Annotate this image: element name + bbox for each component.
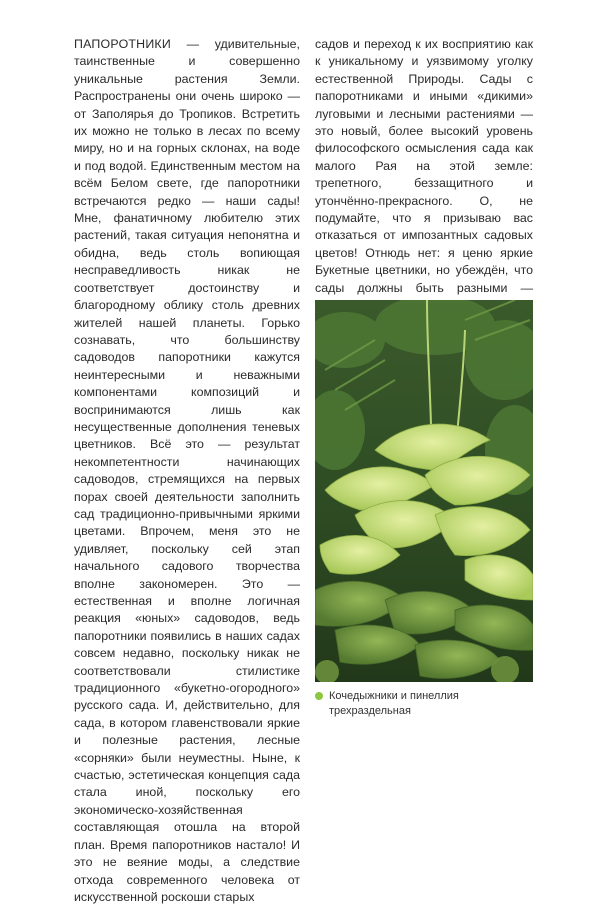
plants-illustration bbox=[315, 300, 533, 682]
text-column-left bbox=[74, 36, 300, 906]
caption-bullet-icon bbox=[315, 692, 323, 700]
paragraph: садов и переход к их восприятию как к уникальному и уязвимому уголку естественной Природы. Сады с папоротниками и иными «дикими» луговыми и лесными растениями — это новый, более высокий уровень философского осмысления сада как малого Рая на этой земле: трепетного, беззащитного и утончённо-прекрасного. О, не подумайте, что я призываю вас отказаться от импозантных садовых цветов! Отнюдь нет: я ценю яркие Букетные цветники, но убеждён, что сады должны быть разными — bbox=[315, 37, 533, 295]
fern-photo bbox=[315, 300, 533, 682]
paragraph bbox=[74, 36, 300, 906]
paragraph-body: — удивительные, таинственные и совершенно уникальные растения Земли. Распространены они очень широко — от Заполярья до Тропиков. Встретить их можно не только в лесах по всему миру, но и на горных склонах, на воде и под водой. Единственным местом на всём Белом свете, где папоротники встречаются редко — наши сады! Мне, фанатичному любителю этих растений, такая ситуация непонятна и обидна, ведь столь вопиющая несправедливость никак не соответствует достоинству и благородному облику столь древних жителей нашей планеты. Горько сознавать, что большинству садоводов папоротники кажутся неинтересными и неважными компонентами композиций и воспринимаются лишь как несущественные дополнения теневых цветников. Всё это — результат некомпетентности начинающих садоводов, стремящихся на первых порах своей деятельности заполнить сад традиционно-привычными яркими цветами. Впрочем, меня это не удивляет, поскольку сей этап начального садового творчества вполне закономерен. Это — естественная и вполне логичная реакция «юных» садоводов, ведь папоротники появились в наших садах совсем недавно, поскольку никак не соответствовали стилистике традиционного «букетно-огородного» русского сада. И, действительно, для сада, в котором главенствовали яркие и полезные растения, лесные «сорняки» были неуместны. Ныне, к счастью, эстетическая концепция сада стала иной, поскольку его экономическо-хозяйственная составляющая отошла на второй план. Время папоротников настало! И это не веяние моды, а следствие отхода современного человека от искусственной роскоши старых bbox=[74, 37, 300, 904]
caption-text: Кочедыжники и пинеллия трехраздельная bbox=[329, 690, 459, 717]
lead-word: ПАПОРОТНИКИ bbox=[74, 37, 171, 51]
figure-caption bbox=[315, 689, 535, 718]
